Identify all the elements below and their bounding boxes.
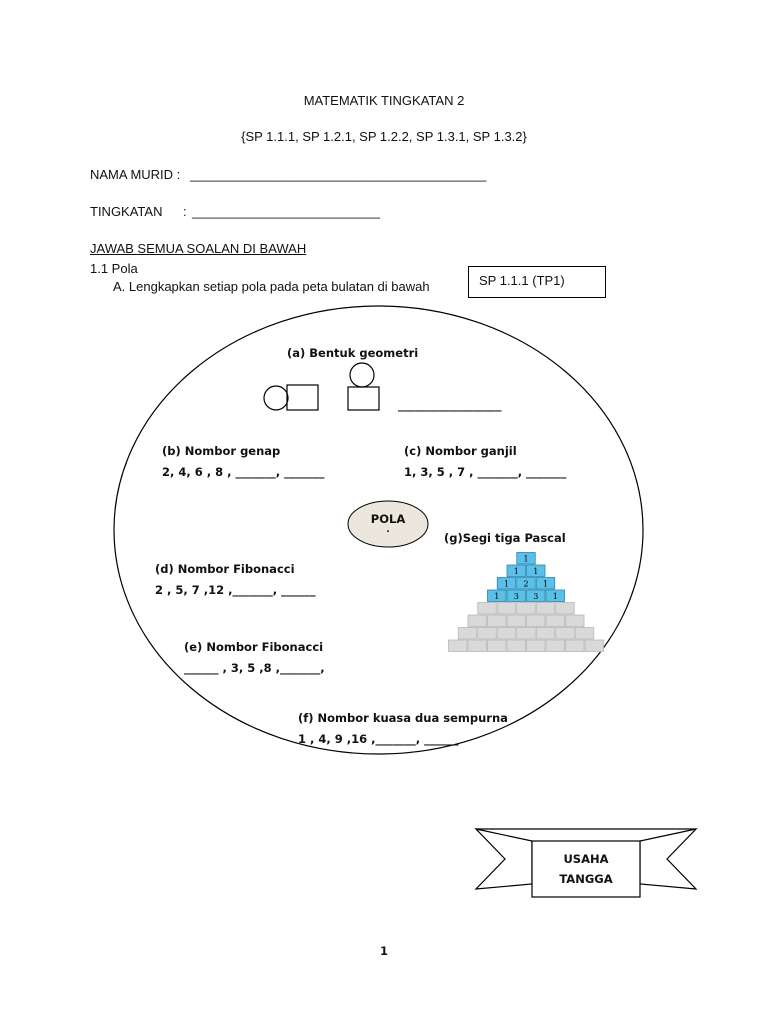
item-e-title: (e) Nombor Fibonacci [184,640,324,654]
pascal-cell-value: 1 [523,554,529,564]
pascal-empty-cell[interactable] [507,640,526,652]
pascal-empty-cell[interactable] [478,603,497,615]
pascal-empty-cell[interactable] [546,640,565,652]
pascal-empty-cell[interactable] [575,628,594,640]
item-b-title: (b) Nombor genap [162,444,281,458]
item-d-sequence[interactable]: 2 , 5, 7 ,12 ,_______, ______ [155,583,316,597]
pascal-empty-cell[interactable] [488,640,507,652]
item-f-sequence[interactable]: 1 , 4, 9 ,16 ,_______, ______ [298,732,459,746]
student-name-field[interactable]: _________________________________________ [190,167,487,182]
pascal-empty-cell[interactable] [566,615,585,627]
question-a-text: A. Lengkapkan setiap pola pada peta bulatan di bawah [113,279,430,294]
item-c-title: (c) Nombor ganjil [404,444,517,458]
item-d-title: (d) Nombor Fibonacci [155,562,295,576]
pascal-empty-cell[interactable] [517,628,536,640]
center-pola-dot: . [386,525,390,535]
pascal-empty-cell[interactable] [517,603,536,615]
item-c-sequence[interactable]: 1, 3, 5 , 7 , _______, _______ [404,465,567,479]
pascal-empty-cell[interactable] [546,615,565,627]
pascal-empty-cell[interactable] [556,603,575,615]
section-title: 1.1 Pola [90,261,138,276]
pascal-cell-value: 3 [533,591,539,601]
pascal-empty-cell[interactable] [488,615,507,627]
pascal-triangle [449,553,604,652]
pascal-empty-cell[interactable] [468,640,487,652]
pascal-cell-value: 1 [513,566,519,576]
worksheet-title: MATEMATIK TINGKATAN 2 [303,93,465,108]
circle-shape-icon [264,386,288,410]
pascal-empty-cell[interactable] [527,640,546,652]
banner-right-tail [640,829,696,889]
pascal-empty-cell[interactable] [468,615,487,627]
banner-body [532,841,640,897]
banner-line-2: TANGGA [559,872,613,886]
pascal-empty-cell[interactable] [507,615,526,627]
form-field[interactable]: __________________________ [192,204,380,219]
pascal-cell-value: 1 [533,566,539,576]
item-b-sequence[interactable]: 2, 4, 6 , 8 , _______, _______ [162,465,325,479]
student-name-label: NAMA MURID : [90,167,181,182]
pascal-empty-cell[interactable] [585,640,604,652]
item-a-answer-blank[interactable]: __________________ [398,398,502,412]
pascal-empty-cell[interactable] [478,628,497,640]
pascal-empty-cell[interactable] [449,640,468,652]
pascal-empty-cell[interactable] [536,628,555,640]
item-f-title: (f) Nombor kuasa dua sempurna [298,711,508,725]
pascal-cell-value: 1 [542,579,549,589]
pascal-empty-cell[interactable] [556,628,575,640]
pascal-cell-value: 1 [503,579,510,589]
pascal-empty-cell[interactable] [527,615,546,627]
circle-shape-icon [350,363,374,387]
center-pola-label: POLA [370,512,406,526]
sp-reference-label: SP 1.1.1 (TP1) [479,273,565,288]
pascal-cell-value: 2 [523,579,529,589]
pascal-empty-cell[interactable] [497,603,516,615]
banner-line-1: USAHA [563,852,609,866]
square-shape-icon [287,385,318,410]
pascal-empty-cell[interactable] [566,640,585,652]
item-e-sequence[interactable]: ______ , 3, 5 ,8 ,_______, [184,661,325,675]
instruction-heading: JAWAB SEMUA SOALAN DI BAWAH [90,241,307,256]
item-a-title: (a) Bentuk geometri [287,346,419,360]
pascal-cell-value: 3 [513,591,519,601]
form-colon: : [183,204,187,219]
pascal-cell-value: 1 [494,591,500,601]
pascal-empty-cell[interactable] [497,628,516,640]
banner-left-tail [476,829,532,889]
item-g-title: (g)Segi tiga Pascal [444,531,566,545]
pascal-empty-cell[interactable] [458,628,477,640]
square-shape-icon [348,387,379,410]
form-label: TINGKATAN [90,204,163,219]
pascal-cell-value: 1 [552,591,558,601]
page-number: 1 [379,944,388,958]
sp-codes: {SP 1.1.1, SP 1.2.1, SP 1.2.2, SP 1.3.1, SP 1.3.2} [241,129,527,144]
pascal-empty-cell[interactable] [536,603,555,615]
